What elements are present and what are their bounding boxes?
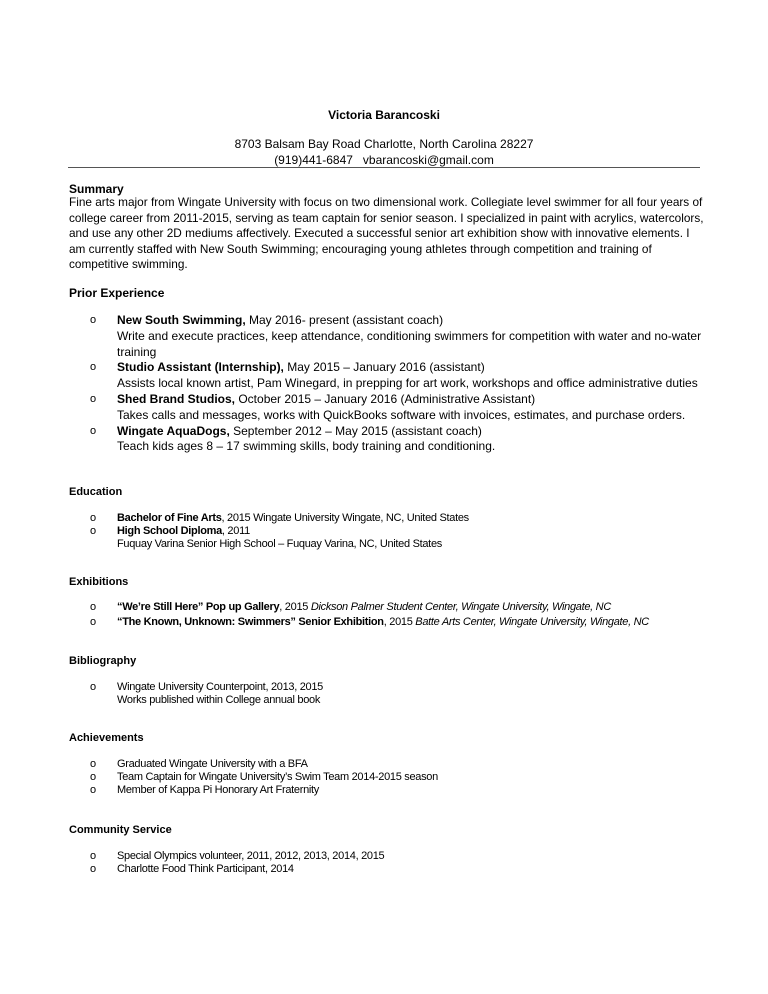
exhibition-item	[0, 601, 737, 614]
experience-item-new-south	[0, 313, 703, 360]
experience-title: Studio Assistant (Internship),	[117, 360, 284, 375]
bullet-icon: o	[90, 512, 96, 524]
experience-meta: May 2016- present (assistant coach)	[245, 313, 444, 327]
achievement-item	[0, 758, 703, 771]
experience-title: New South Swimming,	[117, 313, 246, 327]
bullet-icon: o	[90, 850, 96, 862]
exhibition-title: “The Known, Unknown: Swimmers” Senior Exhibition	[117, 616, 384, 629]
education-item	[0, 512, 703, 525]
bullet-icon: o	[90, 424, 97, 437]
bibliography-heading: Bibliography	[69, 655, 137, 667]
education-item	[0, 525, 703, 551]
bullet-icon: o	[90, 361, 97, 374]
experience-item-studio-assistant	[0, 360, 703, 392]
exhibition-year: , 2015	[279, 601, 311, 613]
achievements-list	[0, 758, 703, 798]
experience-item-shed-brand	[0, 392, 703, 424]
summary-heading: Summary	[69, 182, 124, 196]
achievement-text: Team Captain for Wingate University’s Swim Team 2014-2015 season	[117, 771, 438, 784]
community-item	[0, 850, 703, 863]
experience-heading-line	[117, 392, 703, 408]
experience-title: Wingate AquaDogs,	[117, 423, 230, 438]
bibliography-item	[0, 681, 703, 707]
exhibitions-heading: Exhibitions	[69, 576, 129, 588]
community-item	[0, 863, 703, 876]
education-school: Fuquay Varina Senior High School – Fuquay Varina, NC, United States	[117, 538, 442, 551]
experience-meta: October 2015 – January 2016 (Administrative Assistant)	[235, 391, 536, 406]
contact-text: (919)441-6847 vbarancoski@gmail.com	[274, 153, 494, 167]
experience-heading-line	[117, 424, 703, 440]
bullet-icon: o	[90, 863, 96, 876]
experience-desc: Teach kids ages 8 – 17 swimming skills, body training and conditioning.	[117, 439, 496, 454]
experience-heading-line	[117, 360, 703, 376]
bullet-icon: o	[90, 314, 97, 326]
community-text: Charlotte Food Think Participant, 2014	[117, 863, 294, 876]
experience-title: Shed Brand Studios,	[117, 391, 236, 406]
exhibition-venue: Dickson Palmer Student Center, Wingate University, Wingate, NC	[310, 601, 611, 613]
achievement-item	[0, 784, 703, 797]
achievement-item	[0, 771, 703, 784]
experience-desc: Assists local known artist, Pam Winegard, in prepping for art work, workshops and office administrative duties	[117, 376, 698, 391]
exhibition-year: , 2015	[383, 616, 416, 629]
experience-heading: Prior Experience	[69, 286, 165, 300]
experience-meta: May 2015 – January 2016 (assistant)	[283, 360, 485, 375]
exhibition-venue: Batte Arts Center, Wingate University, Wingate, NC	[415, 616, 649, 629]
education-detail: , 2015 Wingate University Wingate, NC, United States	[221, 512, 469, 524]
exhibition-item	[0, 616, 737, 629]
bullet-icon: o	[90, 392, 97, 405]
experience-heading-line	[117, 313, 703, 329]
exhibition-title: “We’re Still Here” Pop up Gallery	[117, 601, 280, 613]
experience-list	[0, 313, 703, 455]
achievement-text: Graduated Wingate University with a BFA	[117, 758, 308, 770]
bullet-icon: o	[90, 601, 96, 613]
bibliography-list	[0, 681, 703, 707]
community-text: Special Olympics volunteer, 2011, 2012, 2013, 2014, 2015	[117, 850, 385, 862]
achievements-heading: Achievements	[69, 732, 144, 744]
bullet-icon: o	[90, 525, 96, 538]
education-title: High School Diploma	[117, 525, 222, 538]
bullet-icon: o	[90, 616, 96, 629]
candidate-name: Victoria Barancoski	[328, 108, 440, 122]
education-title: Bachelor of Fine Arts	[117, 512, 222, 524]
education-detail: , 2011	[221, 525, 250, 538]
bullet-icon: o	[90, 758, 96, 770]
bibliography-note: Works published within College annual book	[117, 694, 321, 707]
achievement-text: Member of Kappa Pi Honorary Art Fraternity	[117, 784, 319, 797]
experience-desc: Write and execute practices, keep attendance, conditioning swimmers for competition with water and no-water training	[117, 328, 702, 359]
bibliography-title: Wingate University Counterpoint, 2013, 2015	[117, 681, 324, 693]
experience-desc: Takes calls and messages, works with QuickBooks software with invoices, estimates, and purchase orders.	[117, 407, 686, 422]
experience-item-aquadogs	[0, 424, 703, 456]
bullet-icon: o	[90, 681, 96, 693]
community-heading: Community Service	[69, 824, 172, 836]
header-divider	[68, 167, 700, 168]
education-heading: Education	[69, 486, 123, 498]
exhibitions-list	[0, 601, 737, 629]
community-list	[0, 850, 703, 876]
summary-text: Fine arts major from Wingate University with focus on two dimensional work. Collegiate level swimmer for all four years of college career from 2011-2015, serving as team captain for senior season. I specialized in paint with acrylics, watercolors, and use any other 2D mediums affectively. Executed a successful senior art exhibition show with innovative elements. I am currently staffed with New South Swimming; encouraging young athletes through competition and training of competitive swimming.	[69, 195, 704, 272]
education-list	[0, 512, 703, 552]
address-line: 8703 Balsam Bay Road Charlotte, North Carolina 28227	[234, 137, 534, 151]
contact-line	[0, 153, 768, 167]
bullet-icon: o	[90, 784, 96, 797]
bullet-icon: o	[90, 771, 96, 784]
experience-meta: September 2012 – May 2015 (assistant coach)	[229, 423, 482, 438]
